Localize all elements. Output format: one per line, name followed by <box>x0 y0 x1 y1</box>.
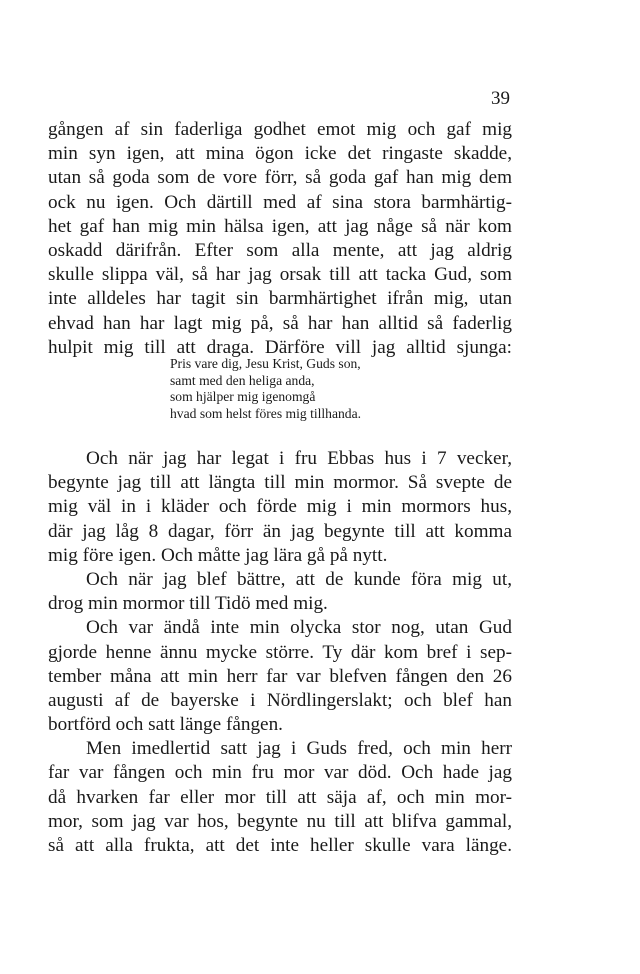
text-line: tember måna att min herr far var blefven fången den 26 <box>48 665 512 687</box>
text-line: mor, som jag var hos, begynte nu till att blifva gammal, <box>48 810 512 832</box>
text-line: Och var ändå inte min olycka stor nog, utan Gud <box>86 617 512 639</box>
text-line: oskadd därifrån. Efter som alla mente, att jag aldrig <box>48 239 512 261</box>
text-line: drog min mormor till Tidö med mig. <box>48 593 328 615</box>
text-line: gjorde henne ännu mycke större. Ty där kom bref i sep- <box>48 641 512 663</box>
text-line: där jag låg 8 dagar, förr än jag begynte till att komma <box>48 520 512 542</box>
verse-line: samt med den heliga anda, <box>170 372 315 388</box>
text-line: gången af sin faderliga godhet emot mig och gaf mig <box>48 119 512 140</box>
text-line: het gaf han mig min hälsa igen, att jag någe så när kom <box>48 215 512 237</box>
text-line: Och när jag har legat i fru Ebbas hus i 7 vecker, <box>86 448 512 469</box>
paragraph-1 <box>48 118 512 360</box>
text-line: ock nu igen. Och därtill med af sina stora barmhärtig- <box>48 191 512 213</box>
text-line: hulpit mig till att draga. Därföre vill jag alltid sjunga: <box>48 336 512 358</box>
text-line: utan så goda som de vore förr, så goda gaf han mig dem <box>48 167 512 189</box>
text-line: Men imedlertid satt jag i Guds fred, och min herr <box>86 738 512 760</box>
text-line: augusti af de bayerske i Nördlingerslakt; och blef han <box>48 689 512 711</box>
text-line: så att alla frukta, att det inte heller skulle vara länge. <box>48 835 512 856</box>
text-line: far var fången och min fru mor var död. Och hade jag <box>48 762 512 784</box>
hymn-verse <box>170 356 470 422</box>
verse-line: Pris vare dig, Jesu Krist, Guds son, <box>170 356 361 371</box>
text-line: Och när jag blef bättre, att de kunde föra mig ut, <box>86 568 512 590</box>
verse-line: hvad som helst föres mig tillhanda. <box>170 405 362 421</box>
text-line: begynte jag till att längta till min mormor. Så svepte de <box>48 472 512 494</box>
text-line: min syn igen, att mina ögon icke det ringaste skadde, <box>48 143 512 165</box>
text-line: ehvad han har lagt mig på, så har han alltid så faderlig <box>48 312 512 334</box>
text-line: skulle slippa väl, så har jag orsak till att tacka Gud, som <box>48 264 512 286</box>
text-line: mig före igen. Och måtte jag lära gå på nytt. <box>48 544 388 566</box>
verse-line: som hjälper mig igenomgå <box>170 389 316 404</box>
text-line: bortförd och satt länge fången. <box>48 714 283 736</box>
text-line: då hvarken far eller mor till att säja af, och min mor- <box>48 786 512 808</box>
paragraph-2 <box>48 447 512 858</box>
text-line: inte alldeles har tagit sin barmhärtighet ifrån mig, utan <box>48 288 512 310</box>
text-line: mig väl in i kläder och förde mig i min mormors hus, <box>48 496 512 518</box>
page-number: 39 <box>491 88 510 109</box>
